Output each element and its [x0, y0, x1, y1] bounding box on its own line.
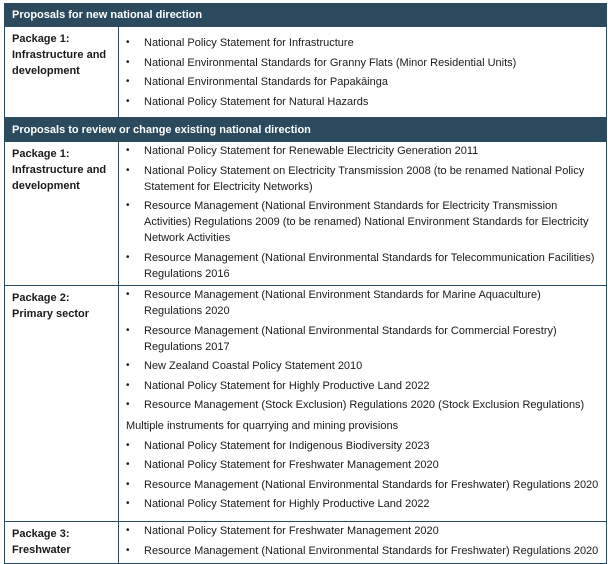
- table-row-new-package-1: [4, 27, 607, 118]
- table-row-review-package-3: [4, 522, 607, 564]
- list-item: • National Policy Statement for Natural Hazards: [126, 94, 600, 114]
- list-item: • Resource Management (National Environmental Standards for Freshwater) Regulations 2020: [126, 477, 600, 497]
- package-label: Package 1: Infrastructure and development: [5, 27, 119, 117]
- list-item: • National Policy Statement for Highly Productive Land 2022: [126, 378, 600, 398]
- list-item: • National Policy Statement for Highly Productive Land 2022: [126, 496, 600, 516]
- list-item: • National Policy Statement on Electricity Transmission 2008 (to be renamed National Policy Statement for Electricity Networks): [126, 163, 600, 199]
- package-items: [119, 286, 606, 521]
- list-item: • National Policy Statement for Infrastructure: [126, 35, 600, 55]
- table-row-review-package-1: [4, 142, 607, 286]
- package-label: Package 2: Primary sector: [5, 286, 119, 521]
- package-label: Package 3: Freshwater: [5, 522, 119, 563]
- section-header-review: Proposals to review or change existing national direction: [4, 118, 607, 142]
- list-item: • Resource Management (National Environmental Standards for Commercial Forestry) Regulations 2017: [126, 323, 600, 359]
- list-item: • National Policy Statement for Freshwater Management 2020: [126, 523, 600, 543]
- list-item: • National Policy Statement for Indigenous Biodiversity 2023: [126, 438, 600, 458]
- list-item: • National Environmental Standards for Papakāinga: [126, 74, 600, 94]
- list-item: • New Zealand Coastal Policy Statement 2010: [126, 358, 600, 378]
- list-item: • Resource Management (National Environment Standards for Marine Aquaculture) Regulations 2020: [126, 287, 600, 323]
- package-items: [119, 27, 606, 117]
- package-items: [119, 142, 606, 285]
- list-item: • Resource Management (Stock Exclusion) Regulations 2020 (Stock Exclusion Regulations): [126, 397, 600, 417]
- list-item: • Resource Management (National Environmental Standards for Freshwater) Regulations 2020: [126, 543, 600, 563]
- direction-table: [4, 3, 607, 564]
- package-label: Package 1: Infrastructure and development: [5, 142, 119, 285]
- list-item: • National Policy Statement for Renewable Electricity Generation 2011: [126, 143, 600, 163]
- list-item: • Resource Management (National Environment Standards for Electricity Transmission Activities) Regulations 2009 (to be renamed) National Environment Standards for Electricity Network Activities: [126, 198, 600, 250]
- list-item: • National Environmental Standards for Granny Flats (Minor Residential Units): [126, 55, 600, 75]
- section-header-new: Proposals for new national direction: [4, 3, 607, 27]
- package-items: [119, 522, 606, 563]
- list-item: • Resource Management (National Environmental Standards for Telecommunication Facilities) Regulations 2016: [126, 250, 600, 286]
- table-row-review-package-2: [4, 286, 607, 522]
- list-item: • National Policy Statement for Freshwater Management 2020: [126, 457, 600, 477]
- subheading: Multiple instruments for quarrying and mining provisions: [126, 419, 399, 432]
